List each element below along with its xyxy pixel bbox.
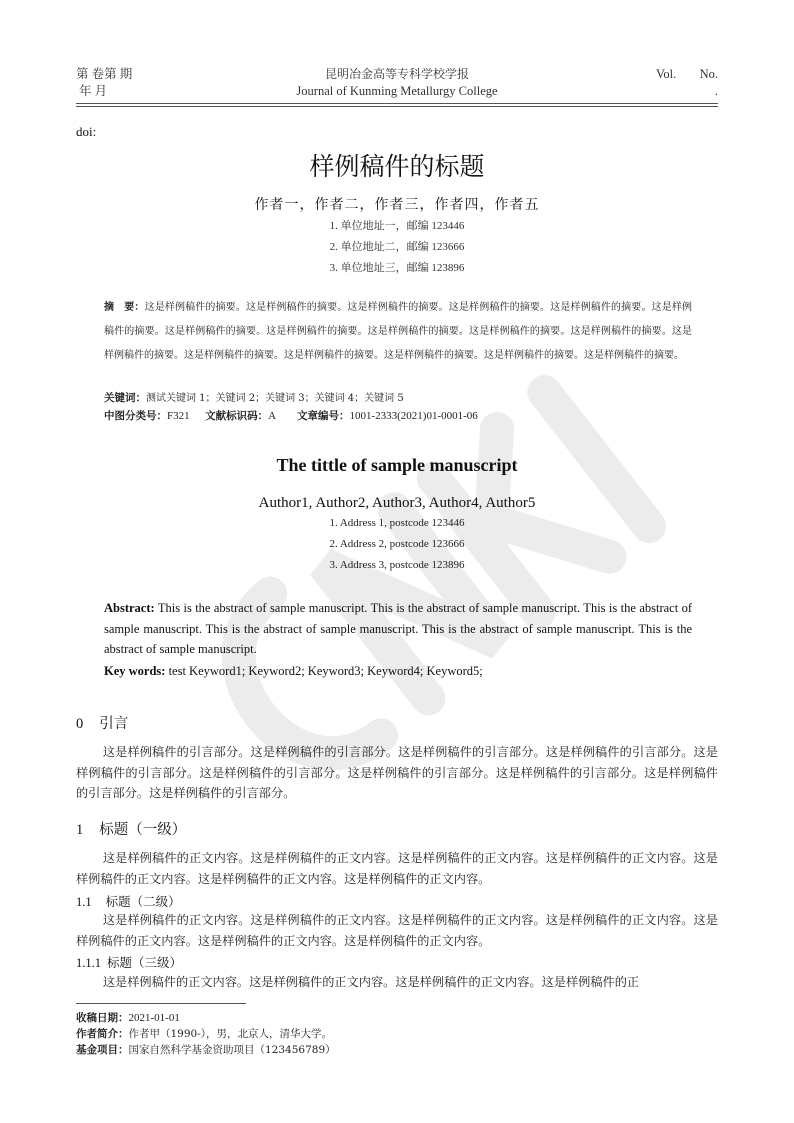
affiliation-zh: 1. 单位地址一，邮编 123446 bbox=[329, 220, 465, 232]
section-heading-0 bbox=[76, 712, 128, 733]
title-en: The tittle of sample manuscript bbox=[276, 455, 518, 475]
journal-name-zh: 昆明冶金高等专科学校学报 bbox=[324, 67, 469, 81]
abstract-zh-text: 这是样例稿件的摘要。这是样例稿件的摘要。这是样例稿件的摘要。这是样例稿件的摘要。这是样例稿件的摘要。这是样例稿件的摘要。这是样例稿件的摘要。这是样例稿件的摘要。这是样例稿件的摘要。这是样例稿件的摘要。这是样例稿件的摘要。这是样例稿件的摘要。这是样例稿件的摘要。这是样例稿件的摘要。这是样例稿件的摘要。这是样例稿件的摘要。这是样例稿件的摘要。 bbox=[104, 302, 693, 362]
paragraph-section-1-1-1: 这是样例稿件的正文内容。这是样例稿件的正文内容。这是样例稿件的正文内容。这是样例稿件的正 bbox=[102, 975, 640, 989]
section-title: 标题（三级） bbox=[107, 955, 183, 970]
abstract-en bbox=[104, 598, 692, 660]
title-zh: 样例稿件的标题 bbox=[309, 152, 485, 181]
issue-dot: . bbox=[714, 84, 718, 98]
doc-code-label: 文献标识码： bbox=[205, 410, 269, 422]
keywords-zh-text: 测试关键词 1；关键词 2；关键词 3；关键词 4；关键词 5 bbox=[146, 393, 404, 404]
received-value: 2021-01-01 bbox=[128, 1012, 180, 1024]
vol-label: Vol. bbox=[656, 67, 677, 81]
bio-value: 作者甲（1990-），男，北京人，清华大学。 bbox=[128, 1028, 333, 1040]
journal-name-en: Journal of Kunming Metallurgy College bbox=[296, 84, 498, 98]
section-heading-1 bbox=[76, 818, 186, 839]
header-rule-bottom bbox=[76, 106, 718, 107]
keywords-en-label: Key words: bbox=[104, 664, 166, 678]
fund-value: 国家自然科学基金资助项目（123456789） bbox=[128, 1044, 336, 1056]
section-number: 1 bbox=[76, 822, 84, 838]
affiliation-zh: 2. 单位地址二，邮编 123666 bbox=[329, 241, 465, 253]
clc-value: F321 bbox=[167, 410, 190, 422]
abstract-zh bbox=[104, 296, 692, 369]
footnote-funding bbox=[76, 1043, 336, 1058]
footnote-rule bbox=[76, 1003, 246, 1004]
paragraph-introduction: 这是样例稿件的引言部分。这是样例稿件的引言部分。这是样例稿件的引言部分。这是样例稿件的引言部分。这是样例稿件的引言部分。这是样例稿件的引言部分。这是样例稿件的引言部分。这是样例稿件的引言部分。这是样例稿件的引言部分。这是样例稿件的引言部分。 bbox=[76, 745, 718, 800]
keywords-en bbox=[104, 661, 692, 682]
section-title: 标题（二级） bbox=[105, 894, 181, 909]
no-label: No. bbox=[699, 67, 718, 81]
keywords-en-text: test Keyword1; Keyword2; Keyword3; Keyword4; Keyword5; bbox=[168, 664, 483, 678]
bio-label: 作者简介： bbox=[76, 1028, 129, 1040]
issue-volume-number: 第 卷第 期 bbox=[76, 67, 133, 81]
affiliation-en: 1. Address 1, postcode 123446 bbox=[329, 517, 465, 529]
abstract-en-text: This is the abstract of sample manuscript. This is the abstract of sample manuscript. This is the abstract of sample manuscript. This is the abstract of sample manuscript. This is the abstract of sample manuscript. This is the abstract of sample manuscript. bbox=[104, 601, 692, 656]
section-title: 引言 bbox=[99, 716, 129, 732]
paragraph-section-1-1: 这是样例稿件的正文内容。这是样例稿件的正文内容。这是样例稿件的正文内容。这是样例稿件的正文内容。这是样例稿件的正文内容。这是样例稿件的正文内容。这是样例稿件的正文内容。 bbox=[76, 913, 718, 948]
affiliation-en: 3. Address 3, postcode 123896 bbox=[329, 559, 465, 571]
abstract-zh-sep: ： bbox=[134, 302, 145, 313]
article-no-label: 文章编号： bbox=[296, 410, 350, 422]
keywords-zh bbox=[104, 389, 404, 405]
section-number: 1.1 bbox=[76, 895, 92, 909]
section-number: 0 bbox=[76, 716, 84, 732]
paragraph-section-1: 这是样例稿件的正文内容。这是样例稿件的正文内容。这是样例稿件的正文内容。这是样例稿件的正文内容。这是样例稿件的正文内容。这是样例稿件的正文内容。这是样例稿件的正文内容。 bbox=[76, 851, 718, 886]
affiliation-en: 2. Address 2, postcode 123666 bbox=[329, 538, 465, 550]
affiliation-zh: 3. 单位地址三，邮编 123896 bbox=[329, 262, 465, 274]
issue-info-en bbox=[656, 66, 718, 100]
section-number: 1.1.1 bbox=[76, 956, 101, 970]
footnote-received bbox=[76, 1011, 180, 1026]
abstract-en-label: Abstract: bbox=[104, 601, 155, 615]
classification-line bbox=[104, 408, 478, 423]
authors-zh: 作者一，作者二，作者三，作者四，作者五 bbox=[254, 197, 540, 213]
received-label: 收稿日期： bbox=[76, 1012, 129, 1024]
footnote-author-bio bbox=[76, 1027, 332, 1042]
authors-en: Author1, Author2, Author3, Author4, Author5 bbox=[258, 495, 536, 511]
doi-label: doi: bbox=[76, 124, 97, 139]
header-rule-top bbox=[76, 103, 718, 104]
keywords-zh-label: 关键词： bbox=[104, 392, 146, 404]
doc-code-value: A bbox=[268, 410, 276, 422]
section-heading-1-1-1 bbox=[76, 953, 182, 971]
issue-year-month: 年 月 bbox=[79, 84, 108, 98]
clc-label: 中图分类号： bbox=[104, 410, 167, 422]
section-heading-1-1 bbox=[76, 892, 181, 910]
fund-label: 基金项目： bbox=[76, 1044, 129, 1056]
abstract-zh-label: 摘 要 bbox=[104, 302, 135, 313]
article-no-value: 1001-2333(2021)01-0001-06 bbox=[349, 410, 478, 422]
section-title: 标题（一级） bbox=[99, 822, 187, 838]
